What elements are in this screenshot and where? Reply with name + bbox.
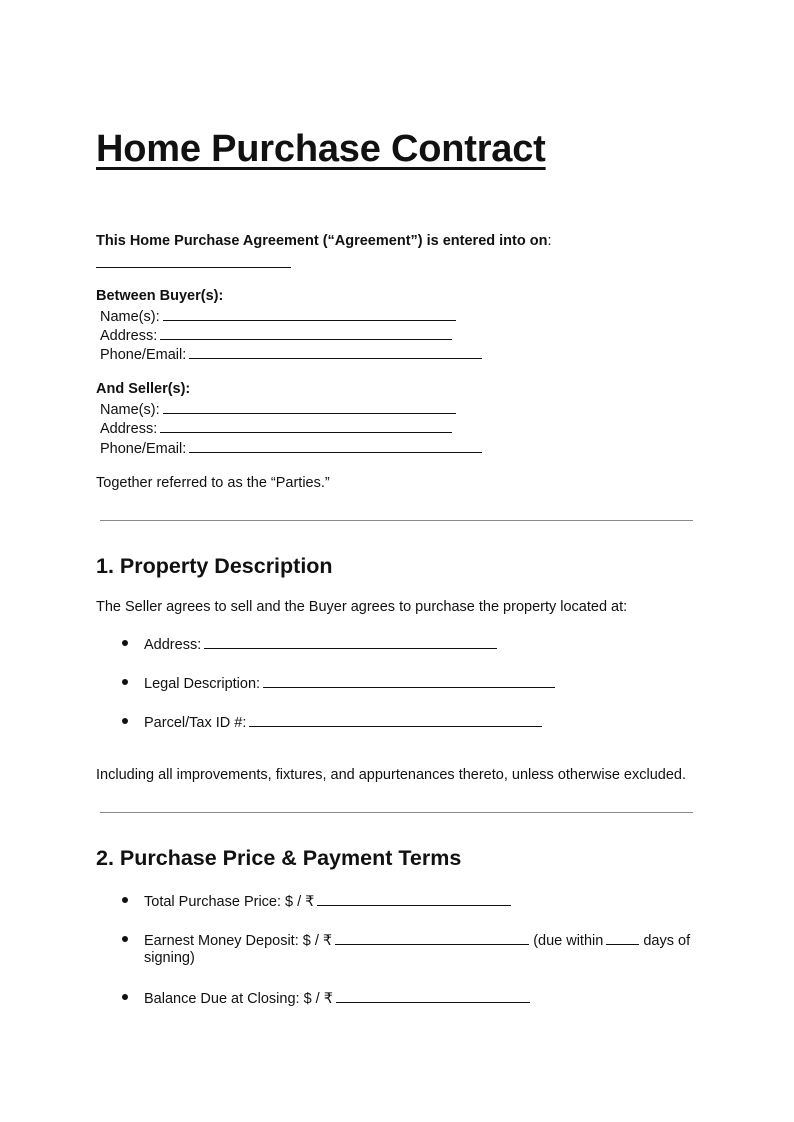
bullet-icon xyxy=(122,679,128,685)
divider xyxy=(100,520,693,521)
document-title: Home Purchase Contract xyxy=(96,128,546,170)
seller-phone-field[interactable] xyxy=(189,438,482,453)
balance-field[interactable] xyxy=(336,988,530,1003)
seller-name-label: Name(s): xyxy=(100,402,160,418)
deposit-due-suffix: days of xyxy=(643,933,691,949)
property-address-label: Address: xyxy=(144,637,202,653)
total-price-field[interactable] xyxy=(317,891,511,906)
buyer-phone-row xyxy=(100,344,482,364)
bullet-icon xyxy=(122,640,128,646)
legal-description-label: Legal Description: xyxy=(144,676,261,692)
parcel-id-row xyxy=(144,712,542,732)
balance-row xyxy=(144,988,530,1008)
bullet-icon xyxy=(122,994,128,1000)
buyer-address-label: Address: xyxy=(100,328,158,344)
total-price-row xyxy=(144,891,511,911)
legal-description-row xyxy=(144,673,555,693)
property-address-row xyxy=(144,634,497,654)
seller-name-row xyxy=(100,399,456,419)
divider xyxy=(100,812,693,813)
intro-colon: : xyxy=(547,233,552,249)
bullet-icon xyxy=(122,718,128,724)
agreement-date-blank[interactable] xyxy=(96,255,291,268)
intro-line xyxy=(96,232,552,250)
section-1-heading: 1. Property Description xyxy=(96,554,333,578)
intro-text: This Home Purchase Agreement (“Agreement”) is entered into on xyxy=(96,233,548,249)
parties-text: Together referred to as the “Parties.” xyxy=(96,475,330,491)
seller-phone-row xyxy=(100,438,482,458)
deposit-row xyxy=(144,930,690,950)
seller-address-row xyxy=(100,418,452,438)
legal-description-field[interactable] xyxy=(263,673,555,688)
buyer-name-row xyxy=(100,306,456,326)
total-price-label: Total Purchase Price: $ / ₹ xyxy=(144,894,315,910)
buyer-phone-label: Phone/Email: xyxy=(100,347,187,363)
deposit-field[interactable] xyxy=(335,930,529,945)
bullet-icon xyxy=(122,897,128,903)
property-address-field[interactable] xyxy=(204,634,497,649)
deposit-days-field[interactable] xyxy=(606,930,639,945)
section-1-footer: Including all improvements, fixtures, and appurtenances thereto, unless otherwise excluded. xyxy=(96,767,686,783)
buyer-address-field[interactable] xyxy=(160,325,452,340)
section-1-lead: The Seller agrees to sell and the Buyer agrees to purchase the property located at: xyxy=(96,599,628,615)
parcel-id-field[interactable] xyxy=(249,712,542,727)
buyer-phone-field[interactable] xyxy=(189,344,482,359)
seller-phone-label: Phone/Email: xyxy=(100,441,187,457)
deposit-label: Earnest Money Deposit: $ / ₹ xyxy=(144,933,333,949)
bullet-icon xyxy=(122,936,128,942)
seller-address-field[interactable] xyxy=(160,418,452,433)
parcel-id-label: Parcel/Tax ID #: xyxy=(144,715,247,731)
seller-heading: And Seller(s): xyxy=(96,381,191,397)
buyer-name-label: Name(s): xyxy=(100,309,160,325)
deposit-due-prefix: (due within xyxy=(533,933,604,949)
buyer-heading: Between Buyer(s): xyxy=(96,288,224,304)
section-2-heading: 2. Purchase Price & Payment Terms xyxy=(96,846,462,870)
buyer-name-field[interactable] xyxy=(163,306,456,321)
buyer-address-row xyxy=(100,325,452,345)
deposit-signing-text: signing) xyxy=(144,950,195,966)
seller-name-field[interactable] xyxy=(163,399,456,414)
balance-label: Balance Due at Closing: $ / ₹ xyxy=(144,991,333,1007)
seller-address-label: Address: xyxy=(100,421,158,437)
